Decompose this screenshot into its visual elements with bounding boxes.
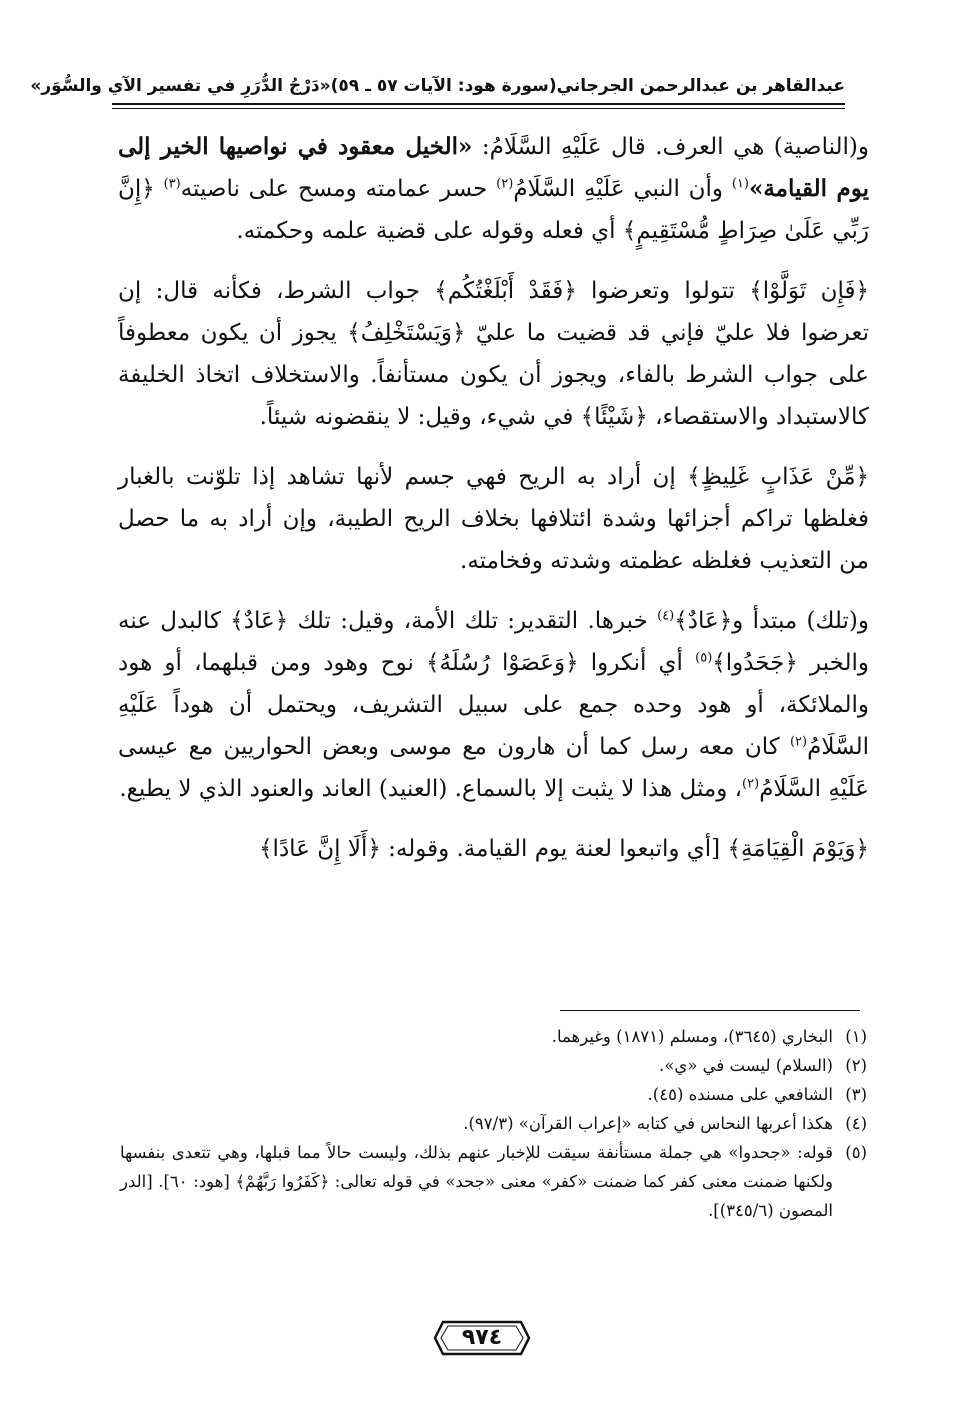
paragraph-3: ﴿مِّنْ عَذَابٍ غَلِيظٍ﴾ إن أراد به الريح فهي جسم لأنها تشاهد إذا تلوّنت بالغبار فغلظها تراكم أجزائها وشدة ائتلافها بخلاف الريح الطيبة، وإن أراد به ما حصل من التعذيب فغلظه عظمته وشدته وفخامته. [118, 464, 869, 574]
footnote-3 [120, 1080, 867, 1109]
footnotes [120, 1022, 867, 1225]
paragraph-5: ﴿وَيَوْمَ الْقِيَامَةِ﴾ [أي واتبعوا لعنة يوم القيامة. وقوله: ﴿أَلَا إِنَّ عَادًا﴾ [259, 836, 869, 862]
footnote-number: (٥) [845, 1143, 867, 1162]
paragraph-2: ﴿فَإِن تَوَلَّوْا﴾ تتولوا وتعرضوا ﴿فَقَدْ أَبْلَغْتُكُم﴾ جواب الشرط، فكأنه قال: إن تعرضوا فلا عليّ فإني قد قضيت ما عليّ ﴿وَيَسْتَخْلِفُ﴾ يجوز أن يكون معطوفاً على جواب الشرط بالفاء، ويجوز أن يكون مستأنفاً. والاستخلاف اتخاذ الخليفة كالاستبداد والاستقصاء، ﴿شَيْئًا﴾ في شيء، وقيل: لا ينقضونه شيئاً. [118, 278, 870, 430]
footnote-text: البخاري (٣٦٤٥)، ومسلم (١٨٧١) وغيرهما. [551, 1027, 833, 1046]
p1-text-d: وأن النبي عَلَيْهِ السَّلَامُ [513, 176, 732, 202]
header-rule [112, 103, 845, 109]
p1-text-a: و(الناصية) هي العرف. قال عَلَيْهِ السَّلَامُ: [472, 134, 870, 160]
header-section: (سورة هود: الآيات ٥٧ ـ ٥٩) [330, 76, 557, 96]
footnote-ref-3: (٣) [163, 176, 181, 192]
footnote-text: قوله: «جحدوا» هي جملة مستأنفة سيقت للإخبار عنهم بذلك، وليست حالاً مما قبلها، وهي تتعدى بنفسها ولكنها ضمنت معنى كفر كما ضمنت «كفر» معنى «جحد» في قوله تعالى: ﴿كَفَرُوا رَبَّهُمْ﴾ [هود: ٦٠]. [الدر المصون (٣٤٥/٦)]. [120, 1143, 833, 1220]
footnote-number: (٣) [845, 1085, 867, 1104]
footnote-rule [560, 1010, 860, 1011]
paragraph-4 [118, 600, 869, 810]
footnote-ref-2: (٢) [496, 176, 514, 192]
header-author: عبدالقاهر بن عبدالرحمن الجرجاني [556, 76, 845, 96]
footnote-text: (السلام) ليست في «ي». [659, 1056, 833, 1075]
p1-text-h: ﴿إِنَّ رَبِّي عَلَىٰ صِرَاطٍ مُّسْتَقِيمٍ﴾ أي فعله وقوله على قضية علمه وحكمته. [118, 176, 869, 244]
hadith-quote: «الخيل معقود في نواصيها الخير إلى يوم القيامة» [118, 133, 869, 202]
footnote-ref-1: (١) [731, 176, 749, 192]
footnote-ref-2c: (٢) [742, 776, 760, 792]
p4-text-e: أي أنكروا ﴿وَعَصَوْا رُسُلَهُ﴾ نوح وهود ومن قبلهما، أو هود والملائكة، أو هود وحده جمع على سبيل التشريف، ويحتمل أن هوداً عَلَيْهِ السَّلَامُ [118, 650, 869, 760]
main-text [118, 126, 869, 888]
header-book-title: «دَرْجُ الدُّرَرِ في تفسير الآي والسُّوَر» [30, 76, 331, 96]
page-number-ornament [433, 1318, 531, 1358]
p4-text-c: خبرها. التقدير: تلك الأمة، وقيل: تلك ﴿عَادٌ﴾ كالبدل عنه والخبر ﴿جَحَدُوا﴾ [118, 608, 870, 676]
footnote-number: (٤) [845, 1114, 867, 1133]
footnote-text: هكذا أعربها النحاس في كتابه «إعراب القرآن» (٩٧/٣). [463, 1114, 833, 1133]
footnote-4 [120, 1109, 867, 1138]
paragraph-1 [118, 126, 869, 252]
footnote-ref-4: (٤) [657, 608, 675, 624]
footnote-5 [120, 1138, 867, 1225]
running-header [30, 70, 845, 102]
p4-text-g: كان معه رسل كما أن هارون مع موسى وبعض الحواريين مع عيسى عَلَيْهِ السَّلَامُ [118, 734, 869, 802]
p4-text-a: و(تلك) مبتدأ و﴿عَادٌ﴾ [674, 608, 870, 634]
footnote-text: الشافعي على مسنده (٤٥). [647, 1085, 833, 1104]
p4-text-i: ، ومثل هذا لا يثبت إلا بالسماع. (العنيد) العاند والعنود الذي لا يطيع. [119, 776, 743, 802]
footnote-number: (١) [845, 1027, 867, 1046]
footnote-2 [120, 1051, 867, 1080]
footnote-1 [120, 1022, 867, 1051]
footnote-ref-2b: (٢) [789, 734, 808, 750]
p1-text-f: حسر عمامته ومسح على ناصيته [180, 176, 497, 202]
footnote-number: (٢) [845, 1056, 867, 1075]
page-number: ٩٧٤ [461, 1325, 503, 1350]
footnote-ref-5: (٥) [695, 650, 713, 666]
